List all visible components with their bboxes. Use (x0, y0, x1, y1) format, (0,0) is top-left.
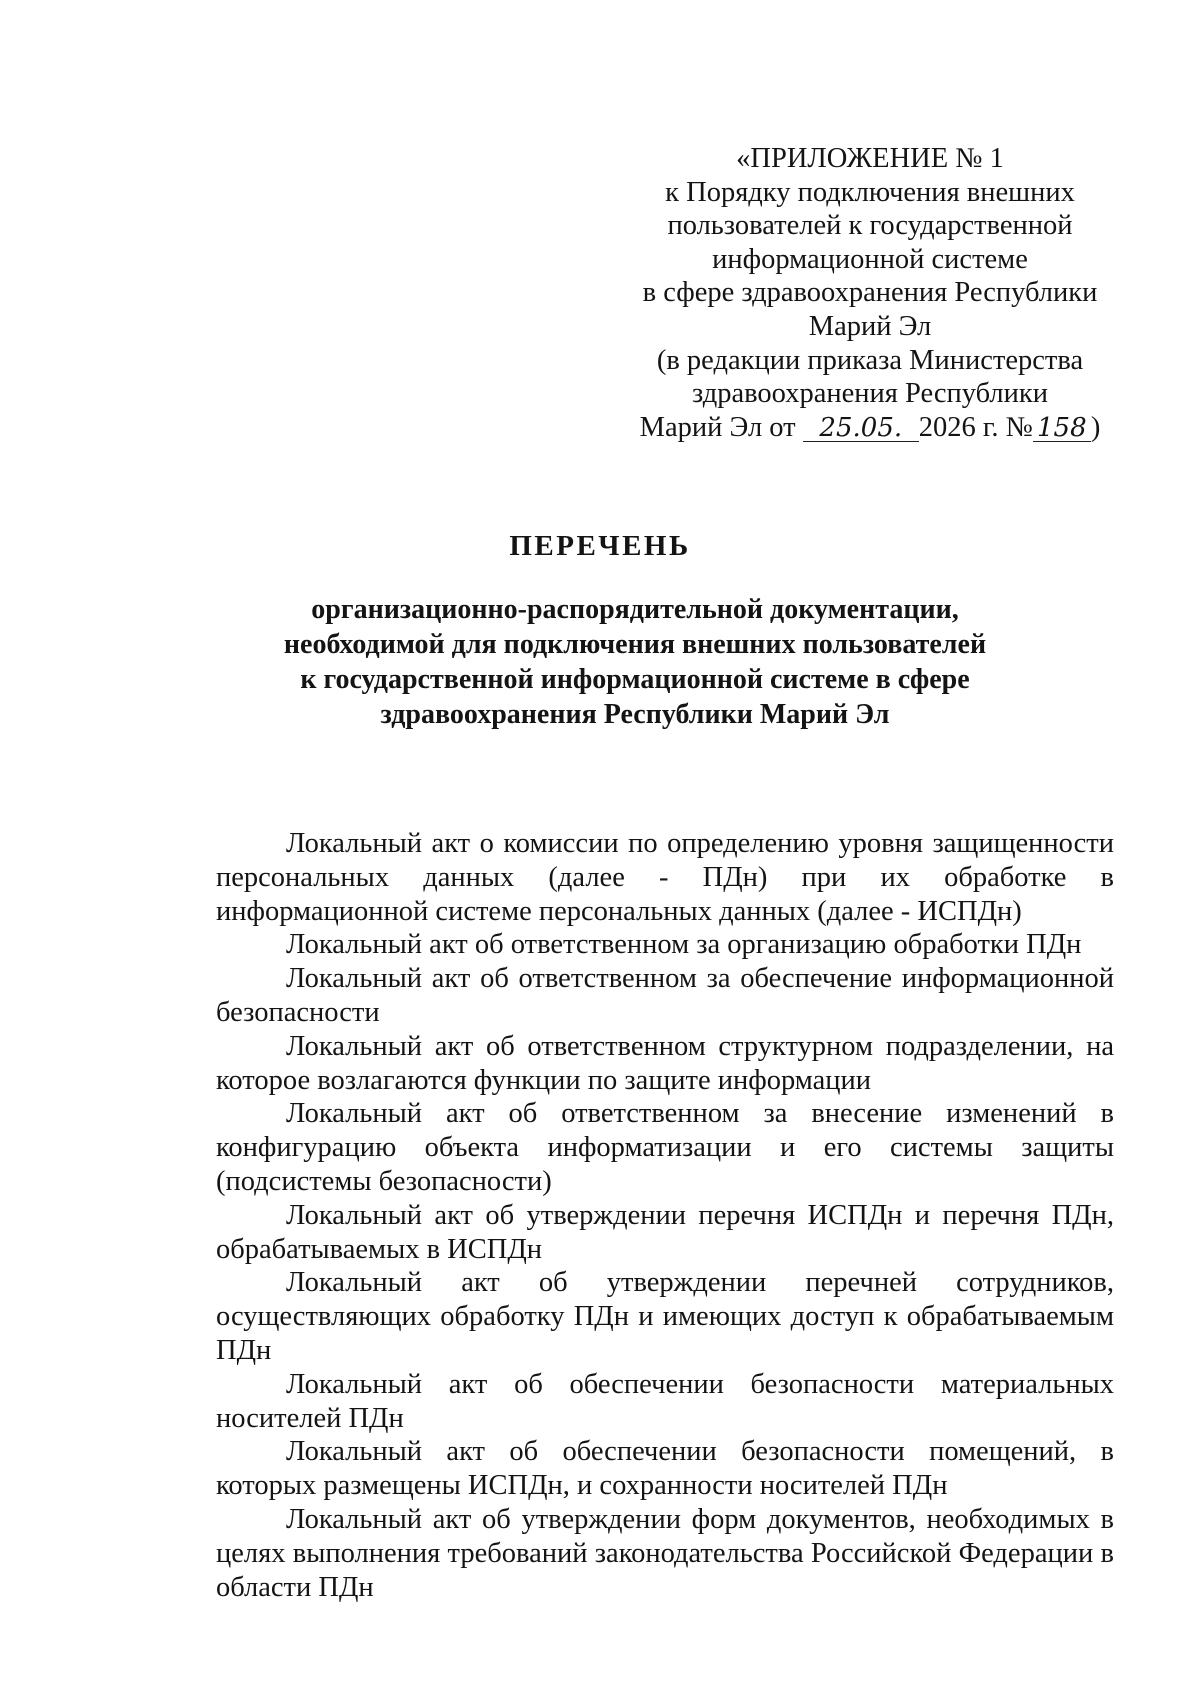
handwritten-date: 25.05. (803, 415, 919, 442)
appendix-line: информационной системе (712, 243, 1028, 275)
handwritten-order-number: 158 (1033, 415, 1091, 442)
date-suffix: ) (1090, 411, 1101, 443)
appendix-line: Марий Эл (808, 310, 932, 342)
document-list (216, 827, 1114, 1604)
appendix-line: пользователей к государственной (667, 210, 1073, 242)
appendix-line: к Порядку подключения внешних (665, 176, 1075, 208)
list-item: Локальный акт об обеспечении безопасности помещений, в которых размещены ИСПДн, и сохранности носителей ПДн (216, 1436, 1114, 1502)
subtitle-line: необходимой для подключения внешних пользователей (283, 629, 987, 660)
subtitle-line: здравоохранения Республики Марий Эл (380, 699, 890, 730)
subtitle-line: организационно-распорядительной документации, (311, 594, 959, 625)
list-item: Локальный акт об ответственном структурном подразделении, на которое возлагаются функции по защите информации (216, 1030, 1114, 1096)
list-item: Локальный акт об утверждении перечня ИСПДн и перечня ПДн, обрабатываемых в ИСПДн (216, 1199, 1114, 1265)
appendix-header (610, 142, 1130, 444)
document-subtitle (230, 592, 1040, 732)
list-item: Локальный акт об ответственном за организацию обработки ПДн (286, 929, 1082, 961)
appendix-date-line (610, 411, 1130, 445)
list-item: Локальный акт о комиссии по определению уровня защищенности персональных данных (далее - ПДн) при их обработке в информационной системе персональных данных (далее - ИСПДн) (216, 828, 1114, 927)
appendix-line: в сфере здравоохранения Республики (642, 277, 1098, 309)
list-item: Локальный акт об обеспечении безопасности материальных носителей ПДн (216, 1368, 1114, 1434)
list-item: Локальный акт об утверждении форм документов, необходимых в целях выполнения требований законодательства Российской Федерации в области ПДн (216, 1503, 1114, 1603)
date-prefix: Марий Эл от (639, 411, 796, 443)
appendix-line: (в редакции приказа Министерства (656, 344, 1084, 376)
list-item: Локальный акт об ответственном за внесение изменений в конфигурацию объекта информатизации и его системы защиты (подсистемы безопасности) (216, 1098, 1114, 1197)
list-item: Локальный акт об ответственном за обеспечение информационной безопасности (216, 963, 1114, 1028)
subtitle-line: к государственной информационной системе в сфере (300, 664, 970, 695)
date-year: 2026 г. № (918, 411, 1033, 443)
appendix-line: здравоохранения Республики (692, 378, 1048, 410)
document-title: ПЕРЕЧЕНЬ (509, 530, 691, 562)
list-item: Локальный акт об утверждении перечней сотрудников, осуществляющих обработку ПДн и имеющих доступ к обрабатываемым ПДн (216, 1267, 1114, 1366)
appendix-title: «ПРИЛОЖЕНИЕ № 1 (736, 143, 1004, 174)
